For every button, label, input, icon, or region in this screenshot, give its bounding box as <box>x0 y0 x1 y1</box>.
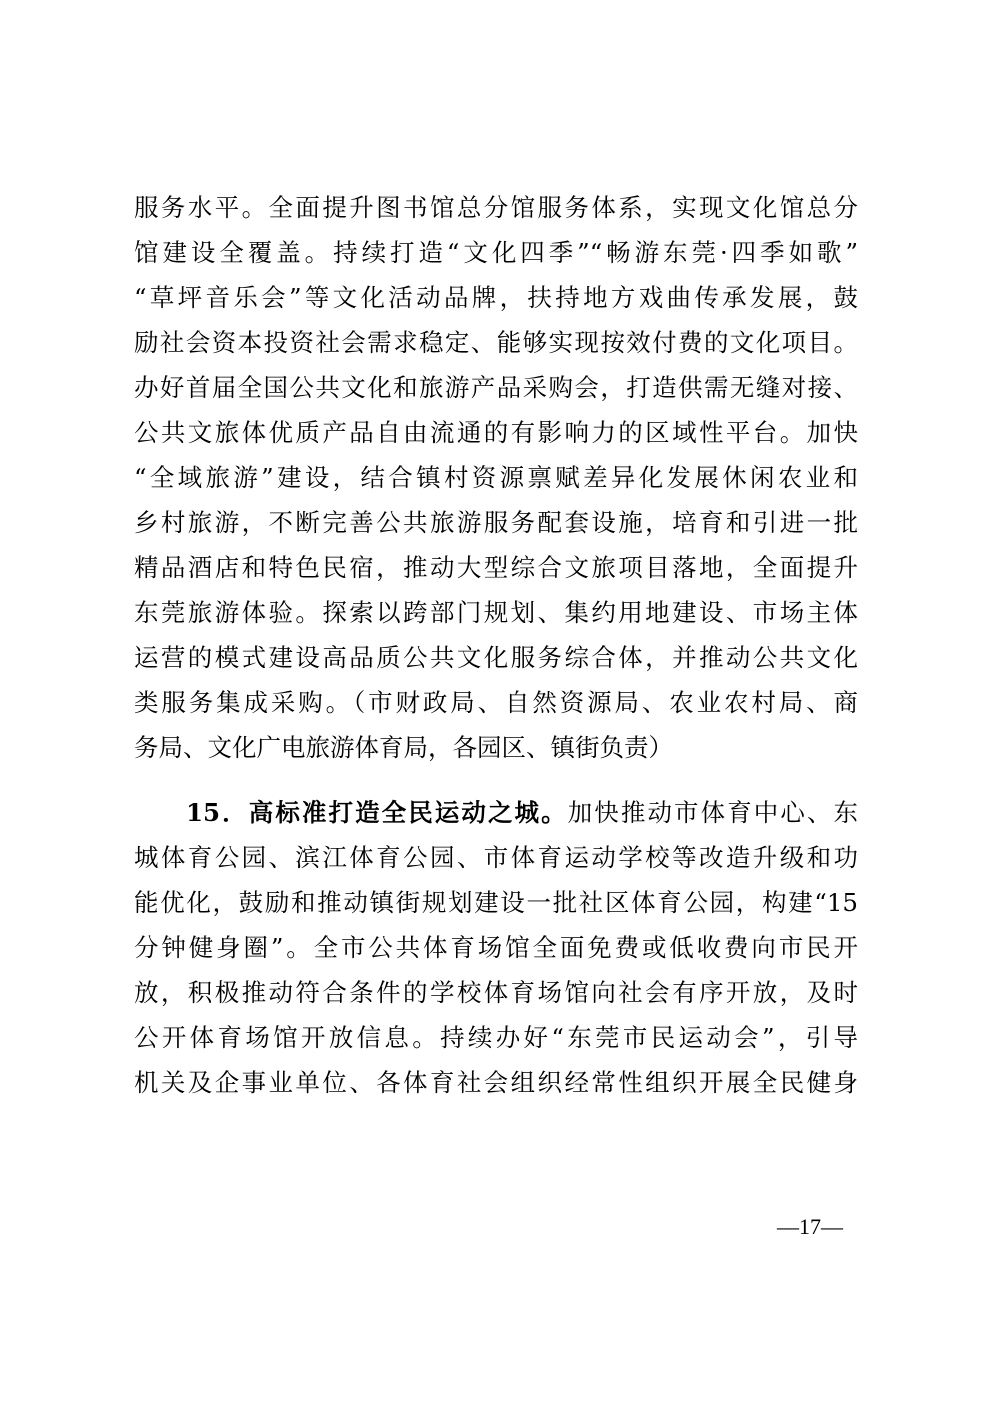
page-number: —17— <box>777 1214 843 1239</box>
body-text-line: 励社会资本投资社会需求稳定、能够实现按效付费的文化项目。 <box>134 328 858 357</box>
body-text-line: 分钟健身圈”。全市公共体育场馆全面免费或低收费向市民开 <box>134 933 858 962</box>
section-text: 加快推动市体育中心、东 <box>567 798 858 827</box>
body-text-line: 馆建设全覆盖。持续打造“文化四季”“畅游东莞·四季如歌” <box>134 238 858 267</box>
body-text-line: 放，积极推动符合条件的学校体育场馆向社会有序开放，及时 <box>134 978 858 1007</box>
body-text-line: 东莞旅游体验。探索以跨部门规划、集约用地建设、市场主体 <box>134 598 858 627</box>
body-text-line: 务局、文化广电旅游体育局，各园区、镇街负责） <box>134 733 673 762</box>
body-text-line: 服务水平。全面提升图书馆总分馆服务体系，实现文化馆总分 <box>134 193 858 222</box>
body-text-line: 公共文旅体优质产品自由流通的有影响力的区域性平台。加快 <box>134 418 858 447</box>
body-text-line: 机关及企事业单位、各体育社会组织经常性组织开展全民健身 <box>134 1068 858 1097</box>
body-text-line: 运营的模式建设高品质公共文化服务综合体，并推动公共文化 <box>134 643 858 672</box>
body-text-line: 乡村旅游，不断完善公共旅游服务配套设施，培育和引进一批 <box>134 508 858 537</box>
body-text-line: 办好首届全国公共文化和旅游产品采购会，打造供需无缝对接、 <box>134 373 858 402</box>
body-text-line: 城体育公园、滨江体育公园、市体育运动学校等改造升级和功 <box>134 843 858 872</box>
body-text-line: 能优化，鼓励和推动镇街规划建设一批社区体育公园，构建“15 <box>134 888 858 917</box>
body-text-line: 类服务集成采购。（市财政局、自然资源局、农业农村局、商 <box>134 688 858 717</box>
body-text-line: 精品酒店和特色民宿，推动大型综合文旅项目落地，全面提升 <box>134 553 858 582</box>
body-text-line: 公开体育场馆开放信息。持续办好“东莞市民运动会”，引导 <box>134 1023 858 1052</box>
section-first-line <box>186 792 858 834</box>
body-text-line: “全域旅游”建设，结合镇村资源禀赋差异化发展休闲农业和 <box>134 463 858 492</box>
body-text-line: “草坪音乐会”等文化活动品牌，扶持地方戏曲传承发展，鼓 <box>134 283 858 312</box>
section-heading: 15．高标准打造全民运动之城。 <box>186 798 568 827</box>
